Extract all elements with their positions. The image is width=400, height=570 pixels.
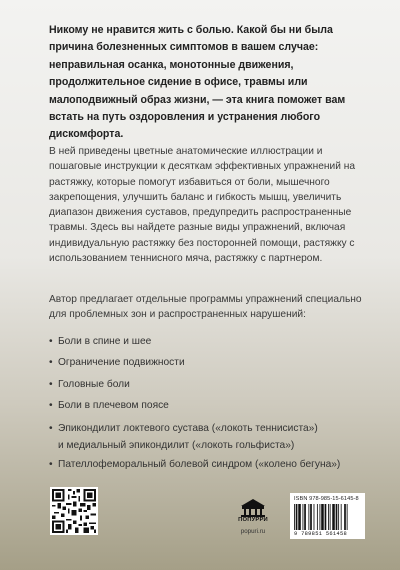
isbn-barcode [290,493,365,539]
list-item: • Ограничение подвижности [49,355,379,370]
publisher-logo [232,498,274,535]
building-icon [232,498,274,518]
programs-intro: Автор предлагает отдельные программы упражнений специально для проблемных зон и распространенных нарушений: [49,294,362,321]
publisher-website: popuri.ru [240,528,266,535]
isbn-text: ISBN 978-985-15-6145-8 [294,496,359,502]
barcode-bars [294,504,361,530]
list-item: • Боли в плечевом поясе [49,398,379,413]
list-item: • Эпикондилит локтевого сустава («локоть теннисиста») и медиальный эпикондилит («локоть гольфиста») [49,420,379,454]
publisher-name: ПОПУРРИ [238,517,268,523]
list-item: • Боли в спине и шее [49,334,379,349]
programs-list [49,334,379,479]
description-paragraph: В ней приведены цветные анатомические иллюстрации и пошаговые инструкции к десяткам эффективных упражнений на растяжку, которые помогут избавиться от боли, мышечного закрепощения, улучшить баланс и гибкость мышц, увеличить диапазон движения суставов, предупредить распространенные травмы. Здесь вы найдете разные виды упражнений, включая индивидуальную растяжку без посторонней помощи, растяжку с использованием теннисного мяча, растяжку с партнером. [49,146,356,265]
barcode-digits: 9 789851 561458 [294,531,348,537]
list-item: • Головные боли [49,377,379,392]
list-item: • Пателлофеморальный болевой синдром («колено бегуна») [49,457,379,472]
lead-paragraph: Никому не нравится жить с болью. Какой бы ни была причина болезненных симптомов в вашем случае: неправильная осанка, монотонные движения, продолжительное сидение в офисе, травмы или малоподвижный образ жизни, — эта книга поможет вам встать на путь оздоровления и устранения любого дискомфорта. [49,24,346,141]
qr-code-icon[interactable] [50,487,98,535]
